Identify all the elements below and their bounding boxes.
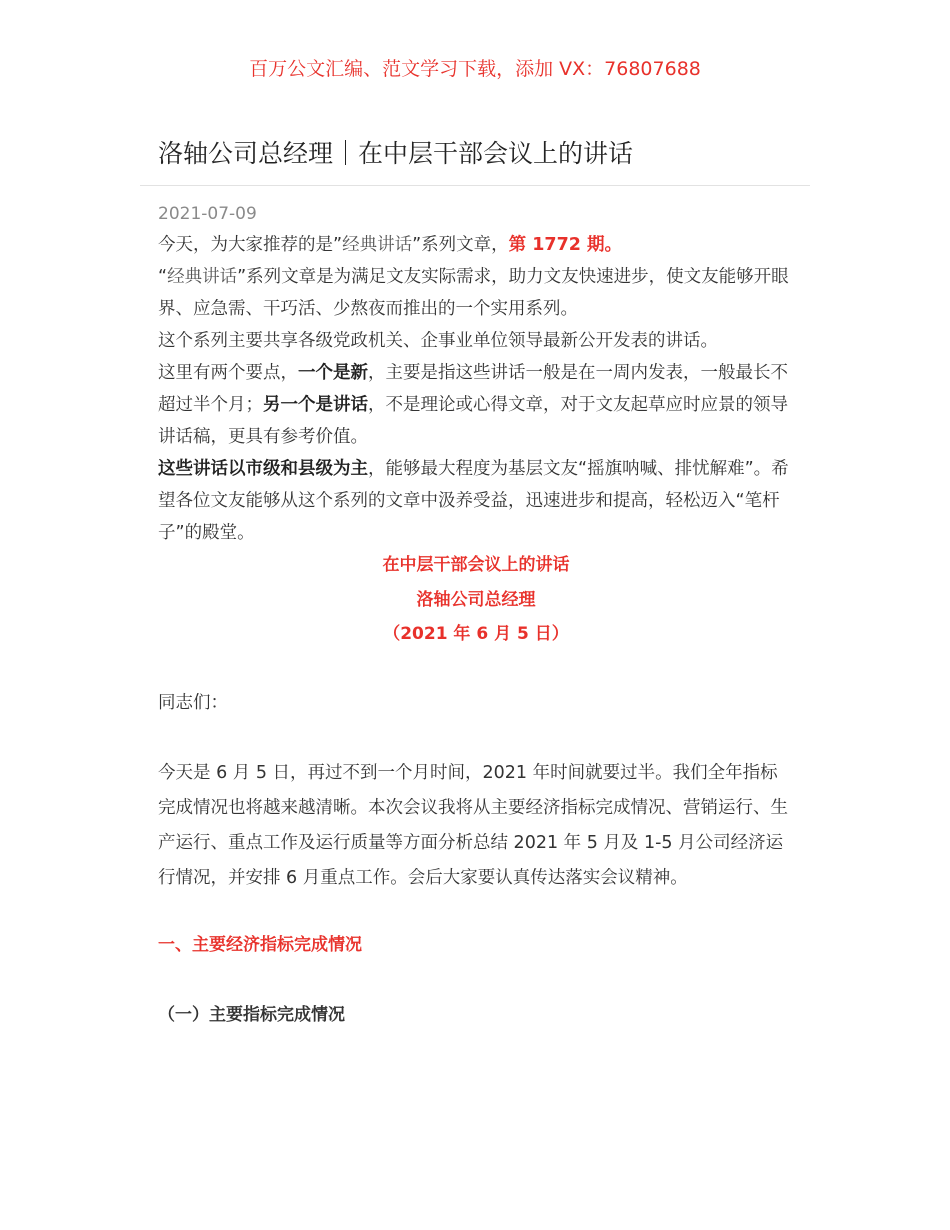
section-heading: 一、主要经济指标完成情况 [158,935,362,955]
issue-number: 第 1772 期。 [508,235,623,255]
intro-text: “ [158,267,168,287]
key-point: 这些讲话以市级和县级为主 [158,459,368,479]
intro-paragraph: 这个系列主要共享各级党政机关、企事业单位领导最新公开发表的讲话。 [158,331,718,351]
intro-text: 这里有两个要点， [158,363,298,383]
salutation: 同志们： [158,693,228,713]
series-name: 经典讲话 [342,235,413,255]
intro-text: ”系列文章， [412,235,509,255]
intro-text: ，能够最大程度为基层文友“摇旗呐喊、排忧解难”。希望各位文友能够从这个系列的文章中汲养受益，迅速进步和提高，轻松迈入“笔杆子”的殿堂。 [158,459,789,543]
speech-date: （2021 年 6 月 5 日） [383,624,569,644]
speech-title: 在中层干部会议上的讲话 [382,555,570,575]
series-name: 经典讲话 [167,267,238,287]
key-point: 另一个是讲话 [263,395,368,415]
intro-paragraph [158,453,794,549]
intro-paragraph [158,229,794,261]
speech-paragraph: 今天是 6 月 5 日，再过不到一个月时间，2021 年时间就要过半。我们全年指标完成情况也将越来越清晰。本次会议我将从主要经济指标完成情况、营销运行、生产运行、重点工作及运行质量等方面分析总结 2021 年 5 月及 1-5 月公司经济运行情况，并安排 6 月重点工作。会后大家要认真传达落实会议精神。 [158,763,788,888]
intro-text: ，主要是指这些讲话一般是在一周内发表，一般最长不超过半个月； [158,363,788,415]
key-point: 一个是新 [298,363,368,383]
intro-text: ，不是理论或心得文章，对于文友起草应时应景的领导讲话稿，更具有参考价值。 [158,395,788,447]
article-title: 洛轴公司总经理｜在中层干部会议上的讲话 [158,139,634,168]
promo-banner: 百万公文汇编、范文学习下载，添加 VX：76807688 [249,58,701,80]
title-divider [140,185,810,186]
publish-date: 2021-07-09 [158,204,257,224]
speech-speaker: 洛轴公司总经理 [416,590,536,610]
intro-paragraph [158,357,794,453]
intro-text: 今天，为大家推荐的是” [158,235,343,255]
intro-paragraph [158,261,794,325]
intro-section [158,229,794,549]
intro-text: ”系列文章是为满足文友实际需求，助力文友快速进步，使文友能够开眼界、应急需、干巧活、少熬夜而推出的一个实用系列。 [158,267,789,319]
subsection-heading: （一）主要指标完成情况 [158,1005,345,1025]
